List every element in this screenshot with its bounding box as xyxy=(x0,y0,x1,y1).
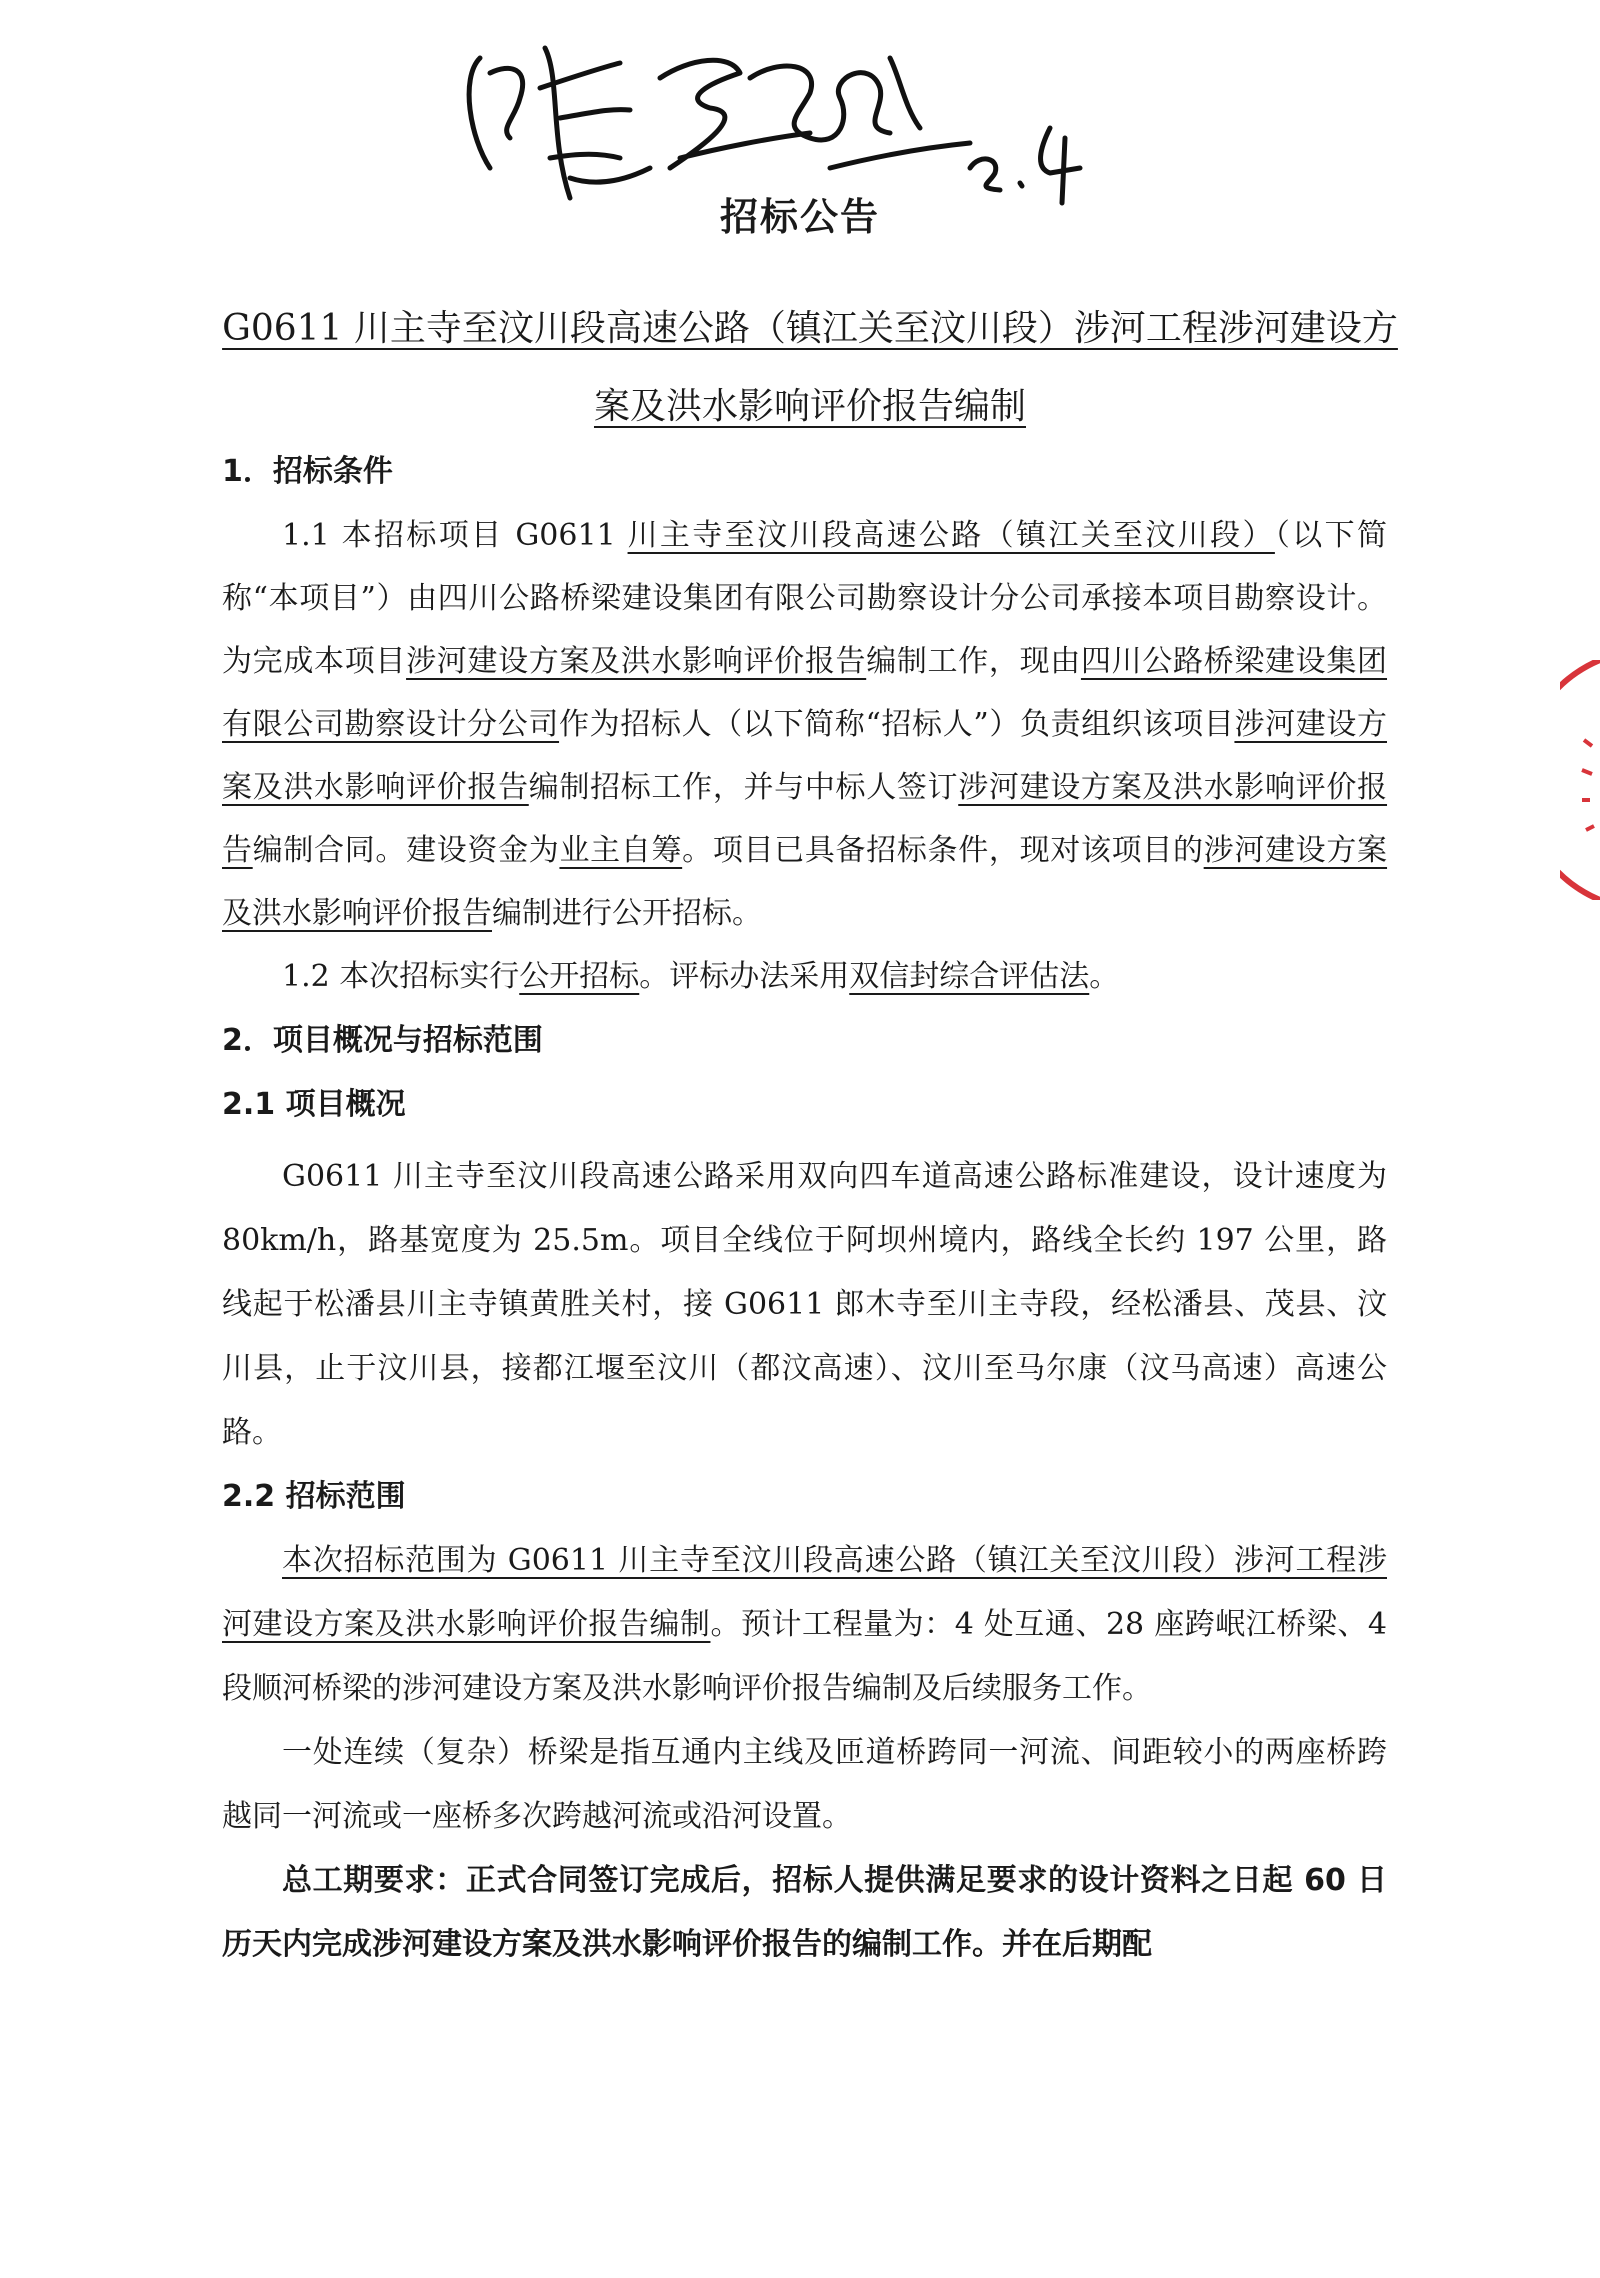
text-run: 编制进行公开招标。 xyxy=(492,896,762,931)
text-run: 作为招标人（以下简称“招标人”）负责组织该项目 xyxy=(559,707,1235,742)
document-body xyxy=(222,440,1387,1977)
underlined-text: 公开招标 xyxy=(519,959,640,994)
underlined-text: 涉河建设方案及洪水影响评价报告 xyxy=(222,707,1387,805)
subsection-2-2-heading: 2.2 招标范围 xyxy=(222,1479,406,1514)
underlined-text: 涉河建设方案及洪水影响评价报告 xyxy=(222,770,1388,868)
schedule-requirement-paragraph: 总工期要求：正式合同签订完成后，招标人提供满足要求的设计资料之日起 60 日历天内完成涉河建设方案及洪水影响评价报告的编制工作。并在后期配 xyxy=(222,1863,1387,1962)
red-seal xyxy=(1560,660,1600,900)
text-run: 1.2 本次招标实行 xyxy=(282,959,520,994)
text-run: 编制工作，现由 xyxy=(866,644,1081,679)
text-run: 编制合同。建设资金为 xyxy=(252,833,560,868)
title-text: G0611 川主寺至汶川段高速公路（镇江关至汶川段）涉河工程涉河建设方案及洪水影响评价报告编制 xyxy=(222,308,1398,427)
subsection-2-1-heading: 2.1 项目概况 xyxy=(222,1087,406,1122)
text-run: 编制招标工作，并与中标人签订 xyxy=(528,770,959,805)
text-run: （以下简称“本项目”）由四川公路桥梁建设集团有限公司勘察设计分公司承接本项目勘察设计。为完成本项目 xyxy=(222,518,1387,679)
section-2-heading: 2．项目概况与招标范围 xyxy=(222,1023,543,1058)
text-run: 。项目已具备招标条件，现对该项目的 xyxy=(682,833,1204,868)
section-1-heading: 1．招标条件 xyxy=(222,454,393,489)
underlined-text: 川主寺至汶川段高速公路（镇江关至汶川段） xyxy=(627,518,1275,553)
underlined-text: 业主自筹 xyxy=(559,833,683,868)
text-run: 。预计工程量为：4 处互通、28 座跨岷江桥梁、4 段顺河桥梁的涉河建设方案及洪水影响评价报告编制及后续服务工作。 xyxy=(222,1607,1388,1706)
bridge-definition-paragraph: 一处连续（复杂）桥梁是指互通内主线及匝道桥跨同一河流、间距较小的两座桥跨越同一河流或一座桥多次跨越河流或沿河设置。 xyxy=(222,1735,1387,1834)
underlined-text: 涉河建设方案及洪水影响评价报告 xyxy=(222,833,1388,931)
page-title xyxy=(220,290,1400,446)
underlined-text: 涉河建设方案及洪水影响评价报告 xyxy=(406,644,867,679)
document-type-heading: 招标公告 xyxy=(719,195,880,239)
text-run: 1.1 本招标项目 G0611 xyxy=(282,518,628,553)
underlined-text: 四川公路桥梁建设集团有限公司勘察设计分公司 xyxy=(222,644,1388,742)
paragraph-1-2 xyxy=(222,945,1387,1009)
paragraph-1-1 xyxy=(222,504,1387,945)
underlined-text: 本次招标范围为 G0611 川主寺至汶川段高速公路（镇江关至汶川段）涉河工程涉河建设方案及洪水影响评价报告编制 xyxy=(222,1543,1387,1642)
text-run: 。 xyxy=(1089,959,1120,994)
underlined-text: 双信封综合评估法 xyxy=(849,959,1090,994)
scope-paragraph xyxy=(222,1529,1387,1721)
text-run: 。评标办法采用 xyxy=(639,959,850,994)
project-overview-text: G0611 川主寺至汶川段高速公路采用双向四车道高速公路标准建设，设计速度为 80km/h，路基宽度为 25.5m。项目全线位于阿坝州境内，路线全长约 197 公里，路线起于松潘县川主寺镇黄胜关村，接 G0611 郎木寺至川主寺段，经松潘县、茂县、汶川县，止于汶川县，接都江堰至汶川（都汶高速）、汶川至马尔康（汶马高速）高速公路。 xyxy=(222,1159,1387,1450)
